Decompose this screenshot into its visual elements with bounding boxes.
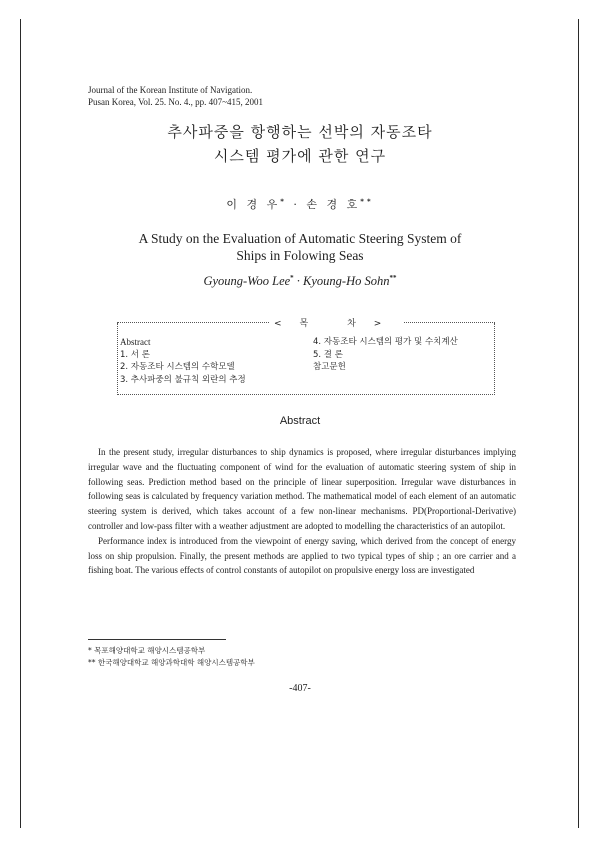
english-title-line1: A Study on the Evaluation of Automatic Steering System of <box>138 231 462 246</box>
toc-item: 5. 결 론 <box>313 349 343 360</box>
toc-item: 4. 자동조타 시스템의 평가 및 수치계산 <box>313 337 458 347</box>
english-author-1: Gyoung-Woo Lee <box>203 274 291 289</box>
korean-author-2-mark: ** <box>360 197 374 206</box>
korean-author-1: 이 경 우 <box>226 198 281 211</box>
journal-info <box>88 84 263 108</box>
english-author-2-mark: ** <box>389 274 397 282</box>
english-author-separator: · <box>293 274 304 289</box>
toc-item: Abstract <box>120 337 151 347</box>
toc-item: 2. 자동조타 시스템의 수학모델 <box>120 362 235 372</box>
journal-name: Journal of the Korean Institute of Navigation. <box>88 85 253 95</box>
korean-author-2: 손 경 호 <box>306 198 361 211</box>
footnote-1: * 목포해양대학교 해양시스템공학부 <box>88 646 206 655</box>
english-author-2: Kyoung-Ho Sohn <box>303 274 390 289</box>
toc-right-column <box>313 336 458 374</box>
korean-authors <box>0 196 600 212</box>
english-authors <box>0 274 600 289</box>
english-title-line2: Ships in Folowing Seas <box>236 248 364 263</box>
abstract-paragraph-2: Performance index is introduced from the viewpoint of energy saving, which derived from the concept of energy loss on ship propulsion. Finally, the present methods are applied to two typical types of ship ; an ore carrier and a fishing boat. The various effects of control constants of autopilot on propulsive energy loss are investigated <box>88 535 516 576</box>
korean-title-line2: 시스템 평가에 관한 연구 <box>213 147 387 165</box>
toc-item: 참고문헌 <box>313 362 346 372</box>
abstract-paragraph-1: In the present study, irregular disturbances to ship dynamics is proposed, where irregular disturbances implying irregular wave and the fluctuating component of wind for the evaluation of automatic steering system of ship in following seas. Prediction method based on the principle of linear superposition. Irregular wave disturbances in following seas is calculated by frequency variation method. The mathematical model of each element of an automatic steering system is derived, which takes account of a few non-linear mechanisms. PD(Proportional-Derivative) controller and low-pass filter with a weather adjustment are adopted to modelling the characteristics of an autopilot. <box>88 447 516 531</box>
journal-volume: Pusan Korea, Vol. 25. No. 4., pp. 407~415, 2001 <box>88 97 264 107</box>
korean-author-separator: · <box>286 198 307 211</box>
toc-left-column <box>120 336 246 386</box>
footnote-2: ** 한국해양대학교 해양과학대학 해양시스템공학부 <box>88 658 255 667</box>
footnote-rule <box>88 639 226 640</box>
english-author-1-mark: * <box>290 274 294 282</box>
page-number: -407- <box>289 683 311 694</box>
abstract-heading: Abstract <box>279 415 321 427</box>
toc-item: 1. 서 론 <box>120 349 150 360</box>
korean-title-line1: 추사파중을 항행하는 선박의 자동조타 <box>167 123 433 141</box>
korean-author-1-mark: * <box>280 197 287 206</box>
abstract-body <box>88 445 516 578</box>
toc-item: 3. 추사파중의 불규칙 외란의 추정 <box>120 374 246 385</box>
toc-heading: <목 차> <box>270 316 403 329</box>
